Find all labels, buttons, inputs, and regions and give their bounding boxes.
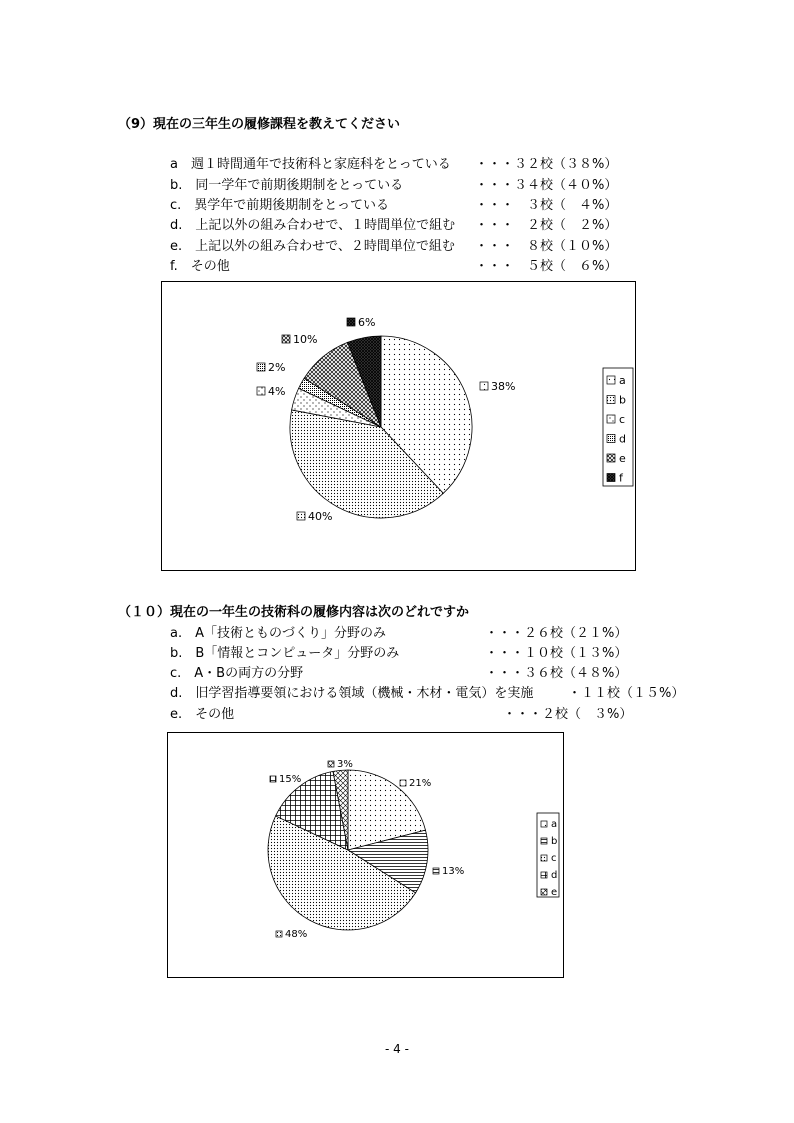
legend-label: e [551, 887, 558, 898]
q10-heading: （１０）現在の一年生の技術科の履修内容は次のどれですか [118, 605, 470, 620]
item-text: b. 同一学年で前期後期制をとっている [170, 178, 404, 193]
data-label: 6% [358, 316, 376, 329]
item-result: ・１１校（１５%） [568, 686, 685, 701]
item-text: a. A「技術とものづくり」分野のみ [170, 626, 386, 641]
data-label-swatch [257, 363, 265, 371]
legend-label: c [551, 853, 557, 864]
legend-swatch [607, 435, 615, 443]
data-label: 15% [279, 774, 302, 785]
legend-swatch [607, 415, 615, 423]
item-text: b. B「情報とコンピュータ」分野のみ [170, 646, 400, 661]
legend-label: a [619, 374, 626, 387]
legend-swatch [607, 376, 615, 384]
data-label-swatch [347, 318, 355, 326]
item-result: ・・・３６校（４８%） [485, 666, 628, 681]
item-result: ・・・２校（ ３%） [503, 707, 633, 722]
legend-label: f [619, 471, 623, 485]
data-label-swatch [433, 868, 439, 874]
page-number: - 4 - [385, 1042, 409, 1056]
data-label: 4% [268, 385, 286, 398]
item-result: ・・・１０校（１３%） [485, 646, 628, 661]
legend-label: a [551, 819, 558, 830]
item-text: f. その他 [170, 259, 230, 274]
data-label: 3% [337, 759, 353, 770]
legend-swatch [607, 474, 615, 482]
legend-swatch [541, 821, 547, 827]
legend-swatch [541, 872, 547, 878]
item-text: c. A・Bの両方の分野 [170, 666, 304, 681]
legend-swatch [541, 889, 547, 895]
legend-swatch [607, 454, 615, 462]
data-label: 40% [308, 510, 333, 523]
data-label-swatch [282, 335, 290, 343]
item-result: ・・・３４校（４０%） [475, 178, 618, 193]
legend-swatch [607, 396, 615, 404]
item-result: ・・・ ２校（ ２%） [475, 218, 618, 233]
data-label: 21% [409, 778, 432, 789]
legend-label: d [551, 870, 558, 881]
item-text: e. 上記以外の組み合わせで、２時間単位で組む [170, 239, 455, 254]
item-text: e. その他 [170, 707, 235, 722]
data-label: 2% [268, 361, 286, 374]
item-text: d. 旧学習指導要領における領域（機械・木材・電気）を実施 [170, 686, 534, 701]
data-label: 38% [491, 380, 516, 393]
item-text: a 週１時間通年で技術科と家庭科をとっている [170, 157, 451, 172]
legend-box [603, 368, 633, 486]
item-result: ・・・ ８校（１０%） [475, 239, 618, 254]
legend-swatch [541, 838, 547, 844]
q10-chart-frame [167, 732, 564, 978]
data-label: 13% [442, 866, 465, 877]
data-label-swatch [400, 780, 406, 786]
data-label-swatch [297, 512, 305, 520]
data-label-swatch [480, 382, 488, 390]
data-label-swatch [276, 931, 282, 937]
legend-label: c [619, 413, 626, 426]
data-label-swatch [328, 761, 334, 767]
q10-pie-chart [168, 733, 563, 977]
legend-label: b [619, 393, 626, 407]
q9-heading: （9）現在の三年生の履修課程を教えてください [118, 117, 401, 132]
legend-label: e [619, 452, 626, 465]
q9-pie-chart [162, 282, 635, 570]
item-text: c. 異学年で前期後期制をとっている [170, 198, 390, 213]
legend-swatch [541, 855, 547, 861]
item-text: d. 上記以外の組み合わせで、１時間単位で組む [170, 218, 456, 233]
q9-chart-frame [161, 281, 636, 571]
data-label: 10% [293, 333, 318, 346]
item-result: ・・・ ３校（ ４%） [475, 198, 618, 213]
legend-label: d [619, 432, 626, 446]
data-label: 48% [285, 929, 308, 940]
legend-label: b [551, 836, 558, 847]
item-result: ・・・２６校（２１%） [485, 626, 628, 641]
data-label-swatch [270, 776, 276, 782]
item-result: ・・・ ５校（ ６%） [475, 259, 618, 274]
data-label-swatch [257, 387, 265, 395]
item-result: ・・・３２校（３８%） [475, 157, 618, 172]
